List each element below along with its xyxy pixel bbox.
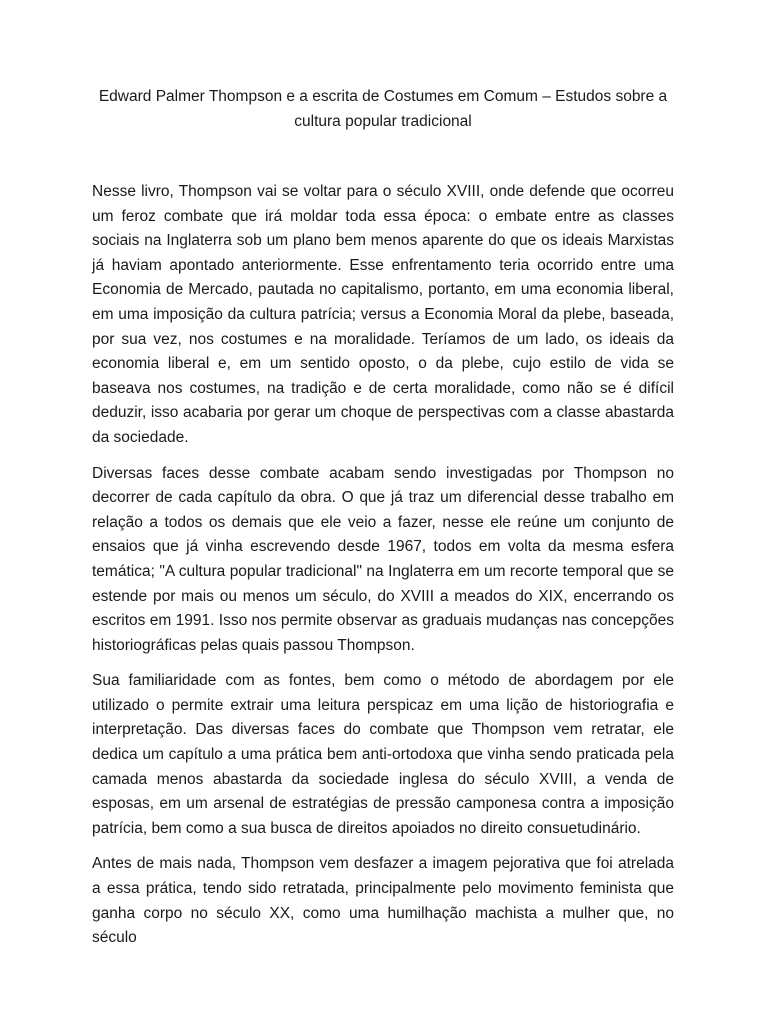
paragraph-4: Antes de mais nada, Thompson vem desfazer a imagem pejorativa que foi atrelada a essa prática, tendo sido retratada, principalmente pelo movimento feminista que ganha corpo no século XX, como uma humilhação machista a mulher que, no século: [92, 855, 674, 947]
paragraph-1: Nesse livro, Thompson vai se voltar para o século XVIII, onde defende que ocorreu um feroz combate que irá moldar toda essa época: o embate entre as classes sociais na Inglaterra sob um plano bem menos aparente do que os ideais Marxistas já haviam apontado anteriormente. Esse enfrentamento teria ocorrido entre uma Economia de Mercado, pautada no capitalismo, portanto, em uma economia liberal, em uma imposição da cultura patrícia; versus a Economia Moral da plebe, baseada, por sua vez, nos costumes e na moralidade. Teríamos de um lado, os ideais da economia liberal e, em um sentido oposto, o da plebe, cujo estilo de vida se baseava nos costumes, na tradição e de certa moralidade, como não se é difícil deduzir, isso acabaria por gerar um choque de perspectivas com a classe abastarda da sociedade.: [92, 183, 674, 446]
document-title: [92, 84, 674, 134]
paragraph-2: Diversas faces desse combate acabam sendo investigadas por Thompson no decorrer de cada capítulo da obra. O que já traz um diferencial desse trabalho em relação a todos os demais que ele veio a fazer, nesse ele reúne um conjunto de ensaios que já vinha escrevendo desde 1967, todos em volta da mesma esfera temática; "A cultura popular tradicional" na Inglaterra em um recorte temporal que se estende por mais ou menos um século, do XVIII a meados do XIX, encerrando os escritos em 1991. Isso nos permite observar as graduais mudanças nas concepções historiográficas pelas quais passou Thompson.: [92, 464, 674, 654]
paragraph-3: Sua familiaridade com as fontes, bem como o método de abordagem por ele utilizado o permite extrair uma leitura perspicaz em uma lição de historiografia e interpretação. Das diversas faces do combate que Thompson vem retratar, ele dedica um capítulo a uma prática bem anti-ortodoxa que vinha sendo praticada pela camada menos abastarda da sociedade inglesa do século XVIII, a venda de esposas, em um arsenal de estratégias de pressão camponesa contra a imposição patrícia, bem como a sua busca de direitos apoiados no direito consuetudinário.: [92, 672, 674, 837]
title-line-2: cultura popular tradicional: [294, 113, 472, 130]
document-page: [92, 84, 674, 962]
title-line-1: Edward Palmer Thompson e a escrita de Costumes em Comum – Estudos sobre a: [98, 88, 668, 105]
